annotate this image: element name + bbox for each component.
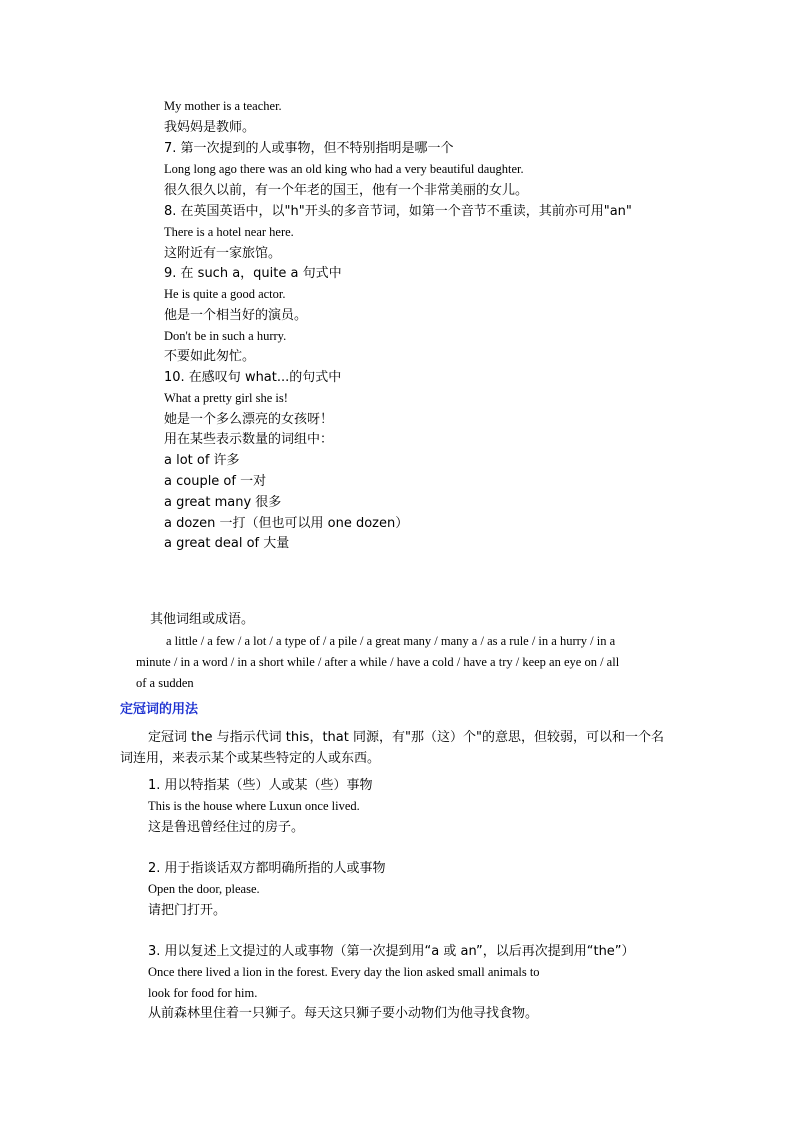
quantity-phrase: a lot of 许多 xyxy=(164,453,240,468)
quantity-phrase: a couple of 一对 xyxy=(164,474,267,489)
example-english: Long long ago there was an old king who had a very beautiful daughter. xyxy=(164,162,524,176)
example-chinese: 很久很久以前，有一个年老的国王，他有一个非常美丽的女儿。 xyxy=(164,183,529,198)
example-english: look for food for him. xyxy=(148,986,258,1000)
usage-3-title: 3. 用以复述上文提过的人或事物（第一次提到用“a 或 an”，以后再次提到用“the”） xyxy=(148,944,635,959)
rule-9: 9. 在 such a，quite a 句式中 xyxy=(164,266,342,281)
rule-8: 8. 在英国英语中，以"h"开头的多音节词，如第一个音节不重读，其前亦可用"an" xyxy=(164,204,632,219)
example-english: This is the house where Luxun once lived. xyxy=(148,799,360,813)
example-chinese: 这附近有一家旅馆。 xyxy=(164,246,282,261)
example-english: Once there lived a lion in the forest. Every day the lion asked small animals to xyxy=(148,965,540,979)
example-chinese: 不要如此匆忙。 xyxy=(164,349,256,364)
example-chinese: 她是一个多么漂亮的女孩呀！ xyxy=(164,412,334,427)
intro-paragraph-line: 定冠词 the 与指示代词 this，that 同源，有"那（这）个"的意思，但较弱，可以和一个名 xyxy=(148,730,664,745)
example-chinese: 我妈妈是教师。 xyxy=(164,120,256,135)
example-english: What a pretty girl she is! xyxy=(164,391,288,405)
intro-paragraph-line: 词连用，来表示某个或某些特定的人或东西。 xyxy=(120,751,381,766)
usage-2-title: 2. 用于指谈话双方都明确所指的人或事物 xyxy=(148,861,386,876)
example-chinese: 请把门打开。 xyxy=(148,903,227,918)
rule-10: 10. 在感叹句 what...的句式中 xyxy=(164,370,342,385)
quantity-phrase: a great many 很多 xyxy=(164,495,282,510)
section-heading-definite-article: 定冠词的用法 xyxy=(120,702,199,717)
example-chinese: 从前森林里住着一只狮子。每天这只狮子要小动物们为他寻找食物。 xyxy=(148,1006,539,1021)
example-english: Don't be in such a hurry. xyxy=(164,329,287,343)
quantity-phrases-title: 用在某些表示数量的词组中： xyxy=(164,432,334,447)
example-english: My mother is a teacher. xyxy=(164,99,282,113)
example-chinese: 他是一个相当好的演员。 xyxy=(164,308,308,323)
quantity-phrase: a dozen 一打（但也可以用 one dozen） xyxy=(164,516,409,531)
example-english: Open the door, please. xyxy=(148,882,260,896)
other-phrases-line: of a sudden xyxy=(136,676,194,690)
other-phrases-line: minute / in a word / in a short while / after a while / have a cold / have a try / keep an eye on / all xyxy=(136,655,620,669)
example-english: He is quite a good actor. xyxy=(164,287,286,301)
example-english: There is a hotel near here. xyxy=(164,225,294,239)
other-phrases-line: a little / a few / a lot / a type of / a pile / a great many / many a / as a rule / in a hurry / in a xyxy=(166,634,616,648)
example-chinese: 这是鲁迅曾经住过的房子。 xyxy=(148,820,305,835)
usage-1-title: 1. 用以特指某（些）人或某（些）事物 xyxy=(148,778,373,793)
rule-7: 7. 第一次提到的人或事物，但不特别指明是哪一个 xyxy=(164,141,454,156)
other-phrases-title: 其他词组或成语。 xyxy=(150,612,255,627)
quantity-phrase: a great deal of 大量 xyxy=(164,536,290,551)
